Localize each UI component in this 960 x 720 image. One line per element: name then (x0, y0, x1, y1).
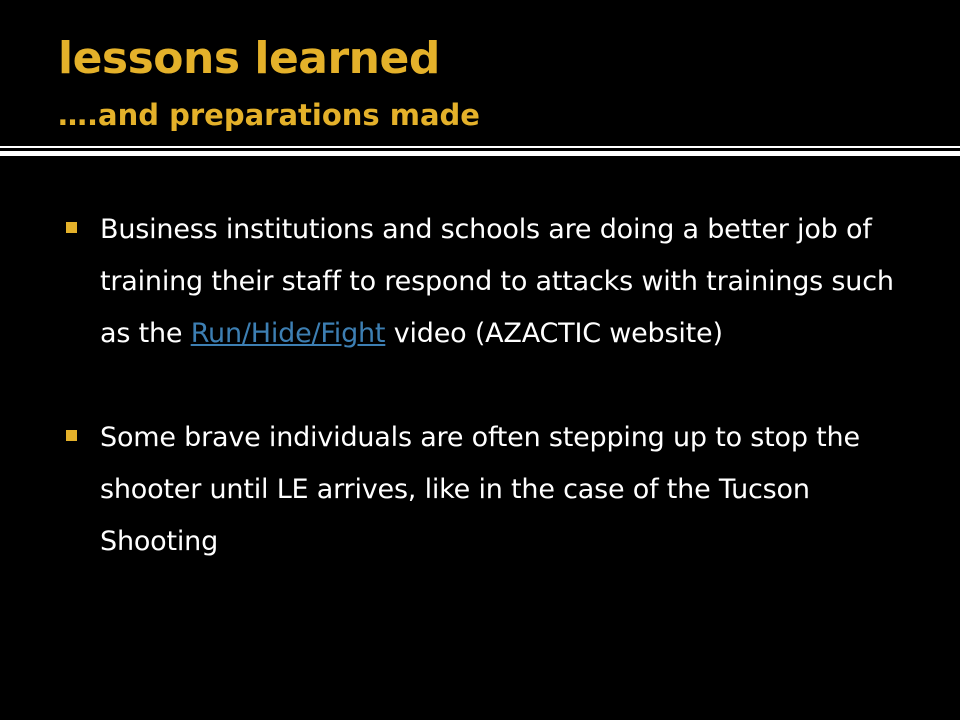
bullet-item-training (62, 204, 912, 360)
bullet-text-tail: video (AZACTIC website) (385, 318, 723, 349)
square-bullet-icon (66, 222, 77, 233)
slide-header (0, 0, 960, 146)
slide-title: lessons learned (58, 33, 440, 84)
bullet-text: Some brave individuals are often stepping up to stop the shooter until LE arrives, like in the case of the Tucson Shooting (100, 422, 860, 557)
square-bullet-icon (66, 430, 77, 441)
slide-body (62, 204, 912, 568)
bullet-item-brave-individuals (62, 412, 912, 568)
run-hide-fight-link[interactable]: Run/Hide/Fight (190, 318, 386, 349)
slide-subtitle: ….and preparations made (58, 98, 480, 132)
header-divider-thick (0, 151, 960, 156)
bullet-text: Business institutions and schools are doing a better job of training their staff to respond to attacks with trainings such as the (100, 214, 894, 349)
header-divider-thin (0, 146, 960, 148)
